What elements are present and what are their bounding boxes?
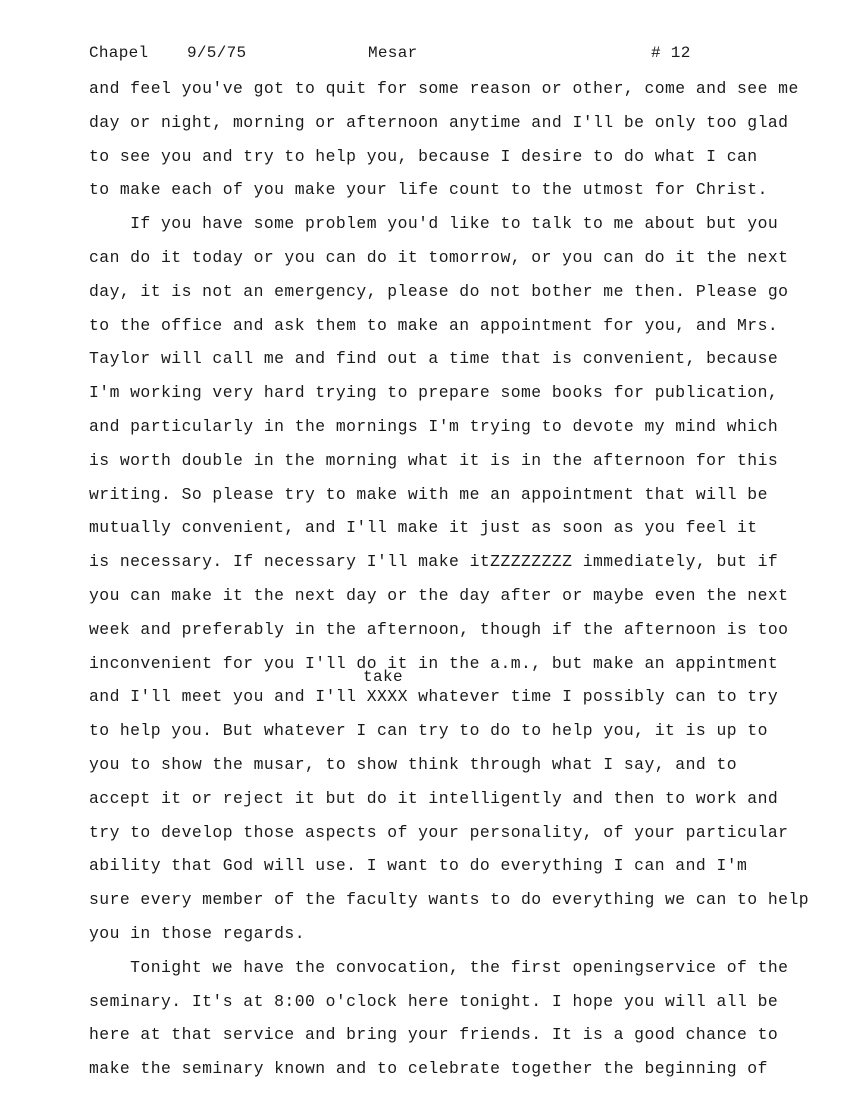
text-line: to see you and try to help you, because I desire to do what I can — [89, 146, 758, 166]
text-line: to the office and ask them to make an appointment for you, and Mrs. — [89, 315, 779, 335]
header-title: Mesar — [368, 44, 418, 62]
text-line: If you have some problem you'd like to talk to me about but you — [89, 214, 779, 234]
text-line: here at that service and bring your friends. It is a good chance to — [89, 1025, 779, 1045]
text-line: can do it today or you can do it tomorrow, or you can do it the next — [89, 247, 789, 267]
document-body — [89, 78, 809, 1092]
text-line: writing. So please try to make with me an appointment that will be — [89, 484, 768, 504]
text-line: inconvenient for you I'll do it in the a.m., but make an appintment — [89, 653, 779, 673]
text-line: you to show the musar, to show think through what I say, and to — [89, 754, 738, 774]
text-line: and particularly in the mornings I'm trying to devote my mind which — [89, 416, 779, 436]
text-line: I'm working very hard trying to prepare some books for publication, — [89, 383, 779, 403]
page-header — [0, 44, 859, 68]
text-line: make the seminary known and to celebrate together the beginning of — [89, 1059, 768, 1079]
text-line: is necessary. If necessary I'll make itZZZZZZZZ immediately, but if — [89, 552, 779, 572]
text-line: to help you. But whatever I can try to do to help you, it is up to — [89, 721, 768, 741]
header-page-number: # 12 — [651, 44, 691, 62]
text-line: Taylor will call me and find out a time that is convenient, because — [89, 349, 779, 369]
text-line: accept it or reject it but do it intelligently and then to work and — [89, 788, 779, 808]
text-line: sure every member of the faculty wants to do everything we can to help — [89, 890, 810, 910]
text-line: mutually convenient, and I'll make it just as soon as you feel it — [89, 518, 758, 538]
header-chapel: Chapel — [89, 44, 149, 62]
header-date: 9/5/75 — [187, 44, 247, 62]
text-line: ability that God will use. I want to do everything I can and I'm — [89, 856, 748, 876]
interlinear-insertion: take — [363, 668, 404, 686]
text-line: and I'll meet you and I'll XXXX whatever time I possibly can to try — [89, 687, 779, 707]
text-line: you can make it the next day or the day after or maybe even the next — [89, 585, 789, 605]
text-line: to make each of you make your life count to the utmost for Christ. — [89, 180, 768, 200]
text-line: day or night, morning or afternoon anytime and I'll be only too glad — [89, 112, 789, 132]
text-line: is worth double in the morning what it is in the afternoon for this — [89, 450, 779, 470]
text-line: try to develop those aspects of your personality, of your particular — [89, 822, 789, 842]
text-line: day, it is not an emergency, please do not bother me then. Please go — [89, 281, 789, 301]
text-line: Tonight we have the convocation, the first openingservice of the — [89, 957, 789, 977]
text-line: seminary. It's at 8:00 o'clock here tonight. I hope you will all be — [89, 991, 779, 1011]
text-line: and feel you've got to quit for some reason or other, come and see me — [89, 79, 799, 98]
text-line: you in those regards. — [89, 923, 306, 943]
text-line: week and preferably in the afternoon, though if the afternoon is too — [89, 619, 789, 639]
